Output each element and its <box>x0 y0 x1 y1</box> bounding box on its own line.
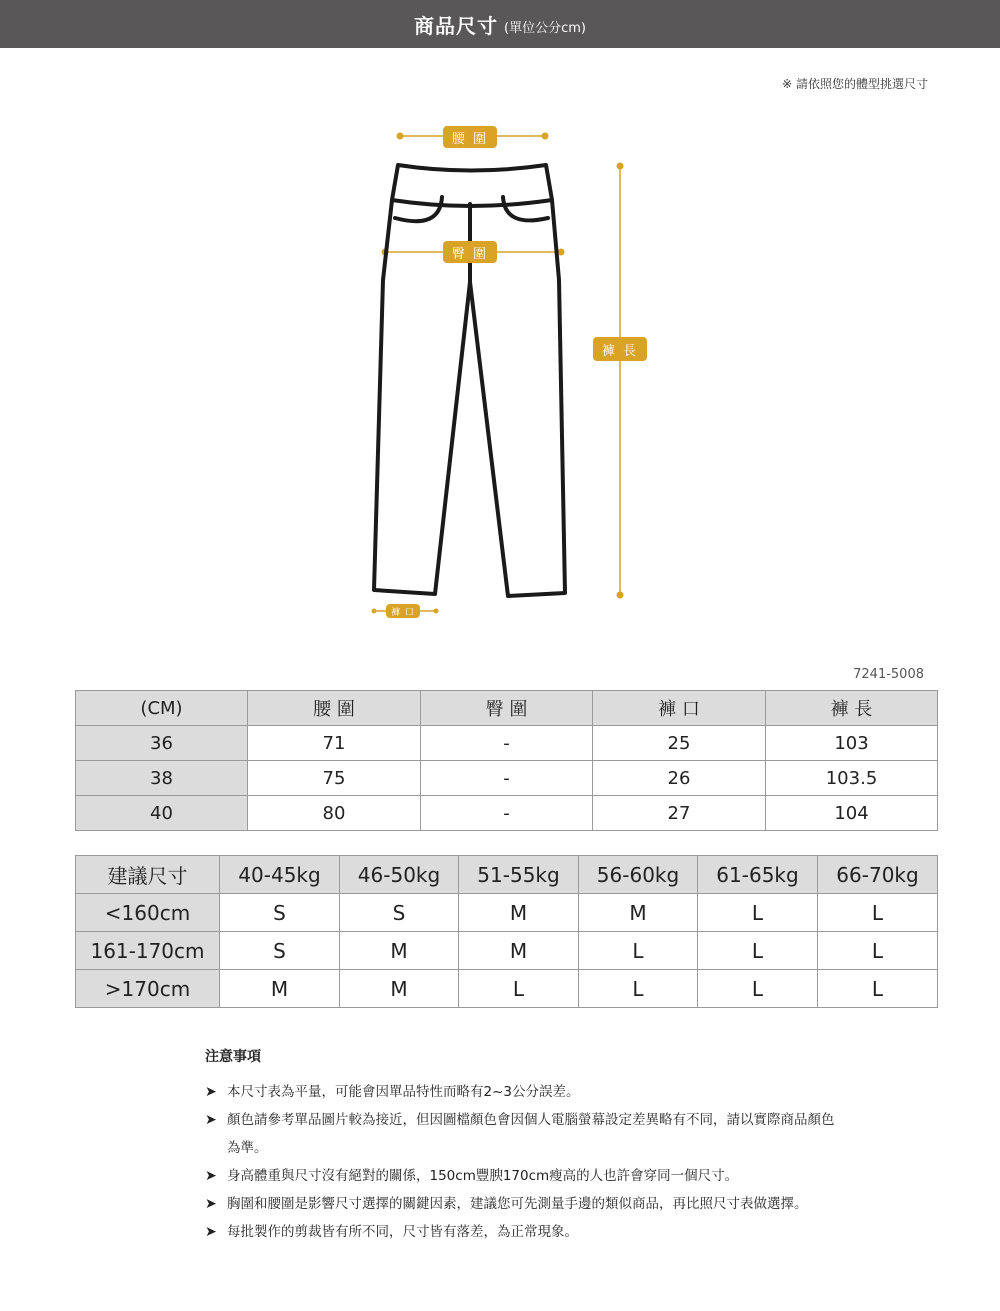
pants-diagram <box>0 100 1000 640</box>
table-cell: 26 <box>593 761 766 796</box>
table-cell: L <box>459 970 579 1008</box>
recommend-table <box>75 855 938 1008</box>
table-cell: 36 <box>76 726 248 761</box>
table-header-cell: 臀 圍 <box>421 691 593 726</box>
table-cell: L <box>818 932 938 970</box>
table-cell: L <box>818 970 938 1008</box>
table-header-cell: 61-65kg <box>698 856 818 894</box>
arrow-icon: ➤ <box>205 1084 217 1100</box>
page-header <box>0 0 1000 48</box>
notes-section <box>205 1046 845 1246</box>
table-cell: <160cm <box>76 894 220 932</box>
table-cell: L <box>818 894 938 932</box>
table-cell: - <box>421 761 593 796</box>
top-note: ※ 請依照您的體型挑選尺寸 <box>782 77 928 91</box>
table-row <box>76 894 938 932</box>
length-tag: 褲 長 <box>593 337 647 361</box>
table-header-cell: 66-70kg <box>818 856 938 894</box>
note-text: 胸圍和腰圍是影響尺寸選擇的關鍵因素，建議您可先測量手邊的類似商品，再比照尺寸表做選擇。 <box>227 1196 808 1212</box>
table-cell: L <box>579 932 698 970</box>
product-code: 7241-5008 <box>853 667 924 682</box>
waist-tag: 腰 圍 <box>443 126 497 148</box>
table-header-cell: 51-55kg <box>459 856 579 894</box>
note-text: 身高體重與尺寸沒有絕對的關係，150cm豐腴170cm瘦高的人也許會穿同一個尺寸。 <box>227 1168 739 1184</box>
table-header-cell: 褲 長 <box>766 691 938 726</box>
arrow-icon: ➤ <box>205 1224 217 1240</box>
table-cell: 71 <box>248 726 421 761</box>
pants-illustration <box>0 100 1000 640</box>
table-cell: M <box>579 894 698 932</box>
table-header-row <box>76 856 938 894</box>
table-header-row <box>76 691 938 726</box>
table-cell: M <box>459 932 579 970</box>
table-cell: 103 <box>766 726 938 761</box>
table-cell: L <box>698 894 818 932</box>
table-row <box>76 796 938 831</box>
table-cell: M <box>340 970 459 1008</box>
arrow-icon: ➤ <box>205 1112 217 1128</box>
table-header-cell: 56-60kg <box>579 856 698 894</box>
table-cell: L <box>579 970 698 1008</box>
notes-title: 注意事項 <box>205 1049 261 1065</box>
table-header-cell: 腰 圍 <box>248 691 421 726</box>
table-cell: 40 <box>76 796 248 831</box>
note-text: 本尺寸表為平量，可能會因單品特性而略有2~3公分誤差。 <box>227 1084 580 1100</box>
table-cell: 75 <box>248 761 421 796</box>
table-cell: >170cm <box>76 970 220 1008</box>
table-row <box>76 970 938 1008</box>
table-header-cell: 46-50kg <box>340 856 459 894</box>
hip-tag: 臀 圍 <box>443 241 497 263</box>
table-row <box>76 726 938 761</box>
table-cell: - <box>421 796 593 831</box>
table-cell: M <box>220 970 340 1008</box>
note-text: 每批製作的剪裁皆有所不同，尺寸皆有落差，為正常現象。 <box>227 1224 578 1240</box>
table-cell: - <box>421 726 593 761</box>
note-item <box>205 1190 845 1218</box>
note-item <box>205 1106 845 1162</box>
table-cell: 25 <box>593 726 766 761</box>
table-cell: 27 <box>593 796 766 831</box>
table-cell: S <box>340 894 459 932</box>
page-title: 商品尺寸 <box>414 13 499 38</box>
table-header-cell: 40-45kg <box>220 856 340 894</box>
note-item <box>205 1218 845 1246</box>
table-cell: M <box>459 894 579 932</box>
note-text: 顏色請參考單品圖片較為接近，但因圖檔顏色會因個人電腦螢幕設定差異略有不同，請以實際商品顏色為準。 <box>227 1112 835 1156</box>
hem-tag: 褲 口 <box>386 604 420 618</box>
table-cell: L <box>698 970 818 1008</box>
table-header-cell: 褲 口 <box>593 691 766 726</box>
table-row <box>76 761 938 796</box>
table-row <box>76 932 938 970</box>
arrow-icon: ➤ <box>205 1196 217 1212</box>
table-cell: L <box>698 932 818 970</box>
note-item <box>205 1078 845 1106</box>
table-cell: S <box>220 894 340 932</box>
size-table <box>75 690 938 831</box>
table-header-cell: 建議尺寸 <box>76 856 220 894</box>
table-cell: 103.5 <box>766 761 938 796</box>
table-cell: 38 <box>76 761 248 796</box>
arrow-icon: ➤ <box>205 1168 217 1184</box>
table-cell: 161-170cm <box>76 932 220 970</box>
table-header-cell: (CM) <box>76 691 248 726</box>
table-cell: S <box>220 932 340 970</box>
table-cell: 104 <box>766 796 938 831</box>
note-item <box>205 1162 845 1190</box>
unit-label: (單位公分cm) <box>504 20 586 36</box>
table-cell: 80 <box>248 796 421 831</box>
table-cell: M <box>340 932 459 970</box>
